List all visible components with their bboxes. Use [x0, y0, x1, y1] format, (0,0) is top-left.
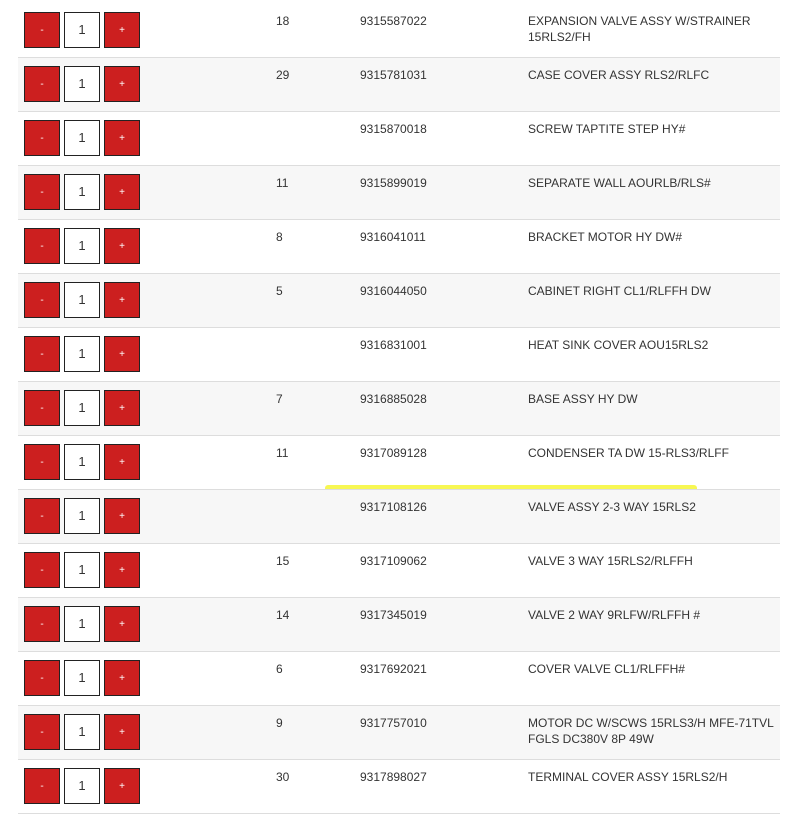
quantity-stepper — [24, 390, 140, 426]
table-row — [18, 490, 780, 544]
item-number: 14 — [276, 608, 290, 622]
increment-button[interactable]: + — [104, 120, 140, 156]
increment-button[interactable]: + — [104, 282, 140, 318]
quantity-input[interactable]: 1 — [64, 12, 100, 48]
decrement-button[interactable]: - — [24, 336, 60, 372]
item-number: 8 — [276, 230, 283, 244]
decrement-button[interactable]: - — [24, 12, 60, 48]
part-number: 9316831001 — [360, 338, 427, 352]
quantity-input[interactable]: 1 — [64, 282, 100, 318]
increment-button[interactable]: + — [104, 714, 140, 750]
item-number: 11 — [276, 176, 289, 190]
quantity-input[interactable]: 1 — [64, 336, 100, 372]
part-number: 9316044050 — [360, 284, 427, 298]
quantity-input[interactable]: 1 — [64, 228, 100, 264]
table-row — [18, 166, 780, 220]
part-description: CABINET RIGHT CL1/RLFFH DW — [528, 284, 711, 298]
part-number: 9317898027 — [360, 770, 427, 784]
table-row — [18, 382, 780, 436]
table-row — [18, 220, 780, 274]
quantity-input[interactable]: 1 — [64, 498, 100, 534]
increment-button[interactable]: + — [104, 390, 140, 426]
increment-button[interactable]: + — [104, 336, 140, 372]
quantity-input[interactable]: 1 — [64, 768, 100, 804]
part-number: 9317108126 — [360, 500, 427, 514]
part-number: 9317345019 — [360, 608, 427, 622]
decrement-button[interactable]: - — [24, 66, 60, 102]
item-number: 5 — [276, 284, 283, 298]
item-number: 6 — [276, 662, 283, 676]
part-number: 9317109062 — [360, 554, 427, 568]
decrement-button[interactable]: - — [24, 444, 60, 480]
part-number: 9317089128 — [360, 446, 427, 460]
quantity-input[interactable]: 1 — [64, 174, 100, 210]
item-number: 30 — [276, 770, 290, 784]
decrement-button[interactable]: - — [24, 498, 60, 534]
quantity-stepper — [24, 444, 140, 480]
decrement-button[interactable]: - — [24, 552, 60, 588]
part-description: HEAT SINK COVER AOU15RLS2 — [528, 338, 709, 352]
decrement-button[interactable]: - — [24, 228, 60, 264]
table-row — [18, 112, 780, 166]
quantity-input[interactable]: 1 — [64, 120, 100, 156]
increment-button[interactable]: + — [104, 606, 140, 642]
increment-button[interactable]: + — [104, 444, 140, 480]
table-row — [18, 58, 780, 112]
part-number: 9315781031 — [360, 68, 427, 82]
item-number: 15 — [276, 554, 290, 568]
decrement-button[interactable]: - — [24, 390, 60, 426]
part-number: 9316885028 — [360, 392, 427, 406]
item-number: 9 — [276, 716, 283, 730]
part-number: 9317692021 — [360, 662, 427, 676]
part-description: TERMINAL COVER ASSY 15RLS2/H — [528, 770, 728, 784]
quantity-stepper — [24, 498, 140, 534]
increment-button[interactable]: + — [104, 12, 140, 48]
quantity-stepper — [24, 66, 140, 102]
table-row — [18, 328, 780, 382]
item-number: 7 — [276, 392, 283, 406]
part-description: CONDENSER TA DW 15-RLS3/RLFF — [528, 446, 729, 460]
table-row — [18, 436, 780, 490]
part-description: COVER VALVE CL1/RLFFH# — [528, 662, 685, 676]
part-number: 9317757010 — [360, 716, 427, 730]
quantity-input[interactable]: 1 — [64, 552, 100, 588]
quantity-input[interactable]: 1 — [64, 66, 100, 102]
table-row — [18, 706, 780, 760]
increment-button[interactable]: + — [104, 174, 140, 210]
quantity-input[interactable]: 1 — [64, 444, 100, 480]
part-description: EXPANSION VALVE ASSY W/STRAINER 15RLS2/FH — [528, 14, 751, 44]
quantity-stepper — [24, 660, 140, 696]
increment-button[interactable]: + — [104, 660, 140, 696]
increment-button[interactable]: + — [104, 498, 140, 534]
quantity-stepper — [24, 768, 140, 804]
table-row — [18, 274, 780, 328]
table-row — [18, 544, 780, 598]
quantity-input[interactable]: 1 — [64, 660, 100, 696]
table-row — [18, 652, 780, 706]
quantity-input[interactable]: 1 — [64, 606, 100, 642]
part-number: 9315587022 — [360, 14, 427, 28]
decrement-button[interactable]: - — [24, 282, 60, 318]
decrement-button[interactable]: - — [24, 714, 60, 750]
part-description: BRACKET MOTOR HY DW# — [528, 230, 683, 244]
quantity-stepper — [24, 714, 140, 750]
part-description: SEPARATE WALL AOURLB/RLS# — [528, 176, 711, 190]
item-number: 29 — [276, 68, 290, 82]
quantity-stepper — [24, 336, 140, 372]
decrement-button[interactable]: - — [24, 768, 60, 804]
quantity-input[interactable]: 1 — [64, 714, 100, 750]
table-row — [18, 4, 780, 58]
part-description: SCREW TAPTITE STEP HY# — [528, 122, 686, 136]
part-number: 9315899019 — [360, 176, 427, 190]
part-description: MOTOR DC W/SCWS 15RLS3/H MFE-71TVL FGLS DC380V 8P 49W — [528, 716, 774, 746]
item-number: 11 — [276, 446, 289, 460]
part-description: VALVE ASSY 2-3 WAY 15RLS2 — [528, 500, 696, 514]
increment-button[interactable]: + — [104, 66, 140, 102]
part-number: 9316041011 — [360, 230, 426, 244]
part-number: 9315870018 — [360, 122, 427, 136]
part-description: CASE COVER ASSY RLS2/RLFC — [528, 68, 710, 82]
item-number: 18 — [276, 14, 290, 28]
quantity-stepper — [24, 552, 140, 588]
quantity-stepper — [24, 228, 140, 264]
quantity-input[interactable]: 1 — [64, 390, 100, 426]
quantity-stepper — [24, 12, 140, 48]
table-row — [18, 760, 780, 814]
part-description: BASE ASSY HY DW — [528, 392, 638, 406]
quantity-stepper — [24, 174, 140, 210]
quantity-stepper — [24, 606, 140, 642]
parts-table — [18, 4, 780, 814]
part-description: VALVE 3 WAY 15RLS2/RLFFH — [528, 554, 693, 568]
decrement-button[interactable]: - — [24, 120, 60, 156]
quantity-stepper — [24, 120, 140, 156]
decrement-button[interactable]: - — [24, 174, 60, 210]
table-row — [18, 598, 780, 652]
decrement-button[interactable]: - — [24, 606, 60, 642]
increment-button[interactable]: + — [104, 552, 140, 588]
increment-button[interactable]: + — [104, 768, 140, 804]
increment-button[interactable]: + — [104, 228, 140, 264]
part-description: VALVE 2 WAY 9RLFW/RLFFH # — [528, 608, 701, 622]
decrement-button[interactable]: - — [24, 660, 60, 696]
quantity-stepper — [24, 282, 140, 318]
